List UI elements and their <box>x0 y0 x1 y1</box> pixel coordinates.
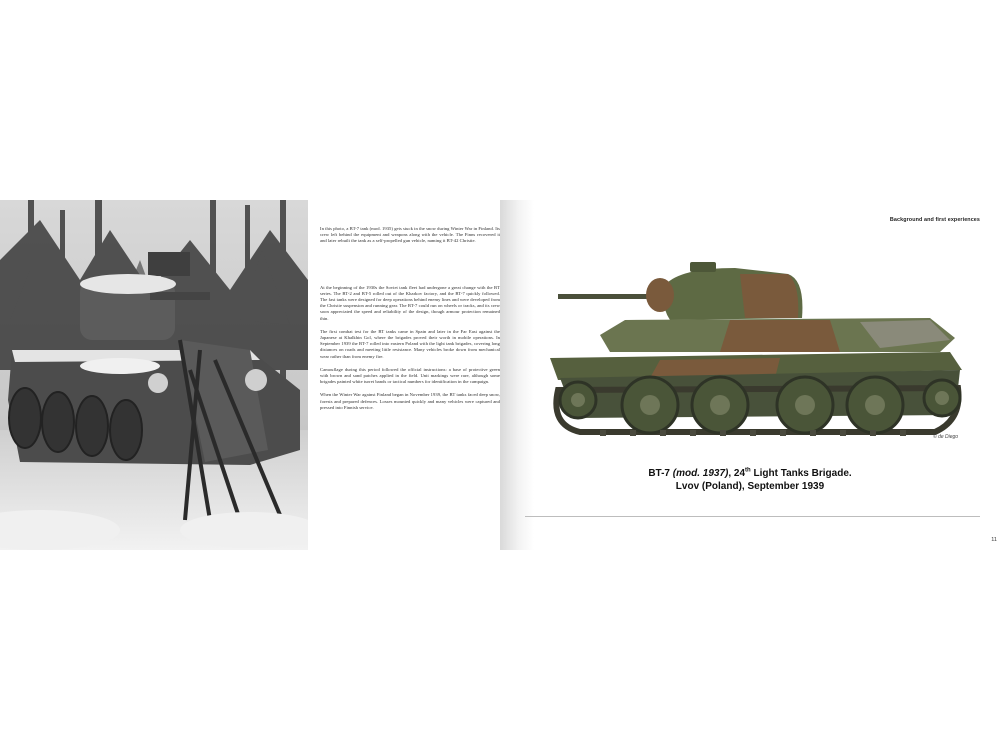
plate-caption: BT-7 (mod. 1937), 24th Light Tanks Brigade. Lvov (Poland), September 1939 <box>648 467 852 492</box>
body-paragraph: At the beginning of the 1930s the Soviet tank fleet had undergone a great change with the BT series. The BT-2 and BT-5 rolled out of the Kharkov factory, and the BT-7 quickly followed. The fast tanks were designed for deep operations behind enemy lines and were developed from the Christie suspension and running gear. The BT-7 could run on wheels or tracks, and its crew soon appreciated the speed and reliability of the design, though armour protection remained thin. <box>320 284 500 321</box>
artist-credit: © de Diego <box>933 434 959 440</box>
caption-variant: (mod. 1937) <box>672 468 729 479</box>
body-text-column <box>320 226 500 418</box>
page-number: 11 <box>991 537 997 543</box>
body-paragraph: The first combat test for the BT tanks came in Spain and later in the Far East against the Japanese at Khalkhin Gol, where the brigades proved their worth in mobile operations. In September 1939 the BT-7 rolled into eastern Poland with the light tank brigades, covering long distances on roads and meeting little resistance. Many vehicles broke down from mechanical wear rather than from enemy fire. <box>320 328 500 359</box>
tank-profile-illustration <box>530 240 970 450</box>
running-head: Background and first experiences <box>889 217 980 223</box>
caption-unit-name: Light Tanks Brigade. <box>753 468 852 479</box>
caption-unit-number: 24 <box>733 468 746 479</box>
body-paragraph: Camouflage during this period followed the official instructions: a base of protective green with brown and sand patches applied in the field. Unit markings were rare, although some brigades painted white turret bands or tactical numbers for identification in the campaign. <box>320 366 500 385</box>
caption-rule <box>525 516 980 517</box>
bt7-side-profile <box>530 240 970 450</box>
caption-unit-suffix: th <box>745 467 751 474</box>
body-paragraph: When the Winter War against Finland began in November 1939, the BT tanks faced deep snow, forests and prepared defences. Losses mounted quickly and many vehicles were captured and pressed into Finnish service. <box>320 392 500 410</box>
right-page <box>500 200 1000 550</box>
tank-in-snow-photo <box>0 200 308 550</box>
historical-photo <box>0 200 308 550</box>
caption-location-date: Lvov (Poland), September 1939 <box>675 481 825 492</box>
caption-model: BT-7 <box>648 468 670 479</box>
body-paragraph: In this photo, a BT-7 tank (mod. 1935) gets stuck in the snow during Winter War in Finland. Its crew left behind the equipment and weapons along with the vehicle. The Finns recovered it and later rebuilt the tank as a self-propelled gun vehicle, naming it BT-42 Christie. <box>320 226 500 244</box>
